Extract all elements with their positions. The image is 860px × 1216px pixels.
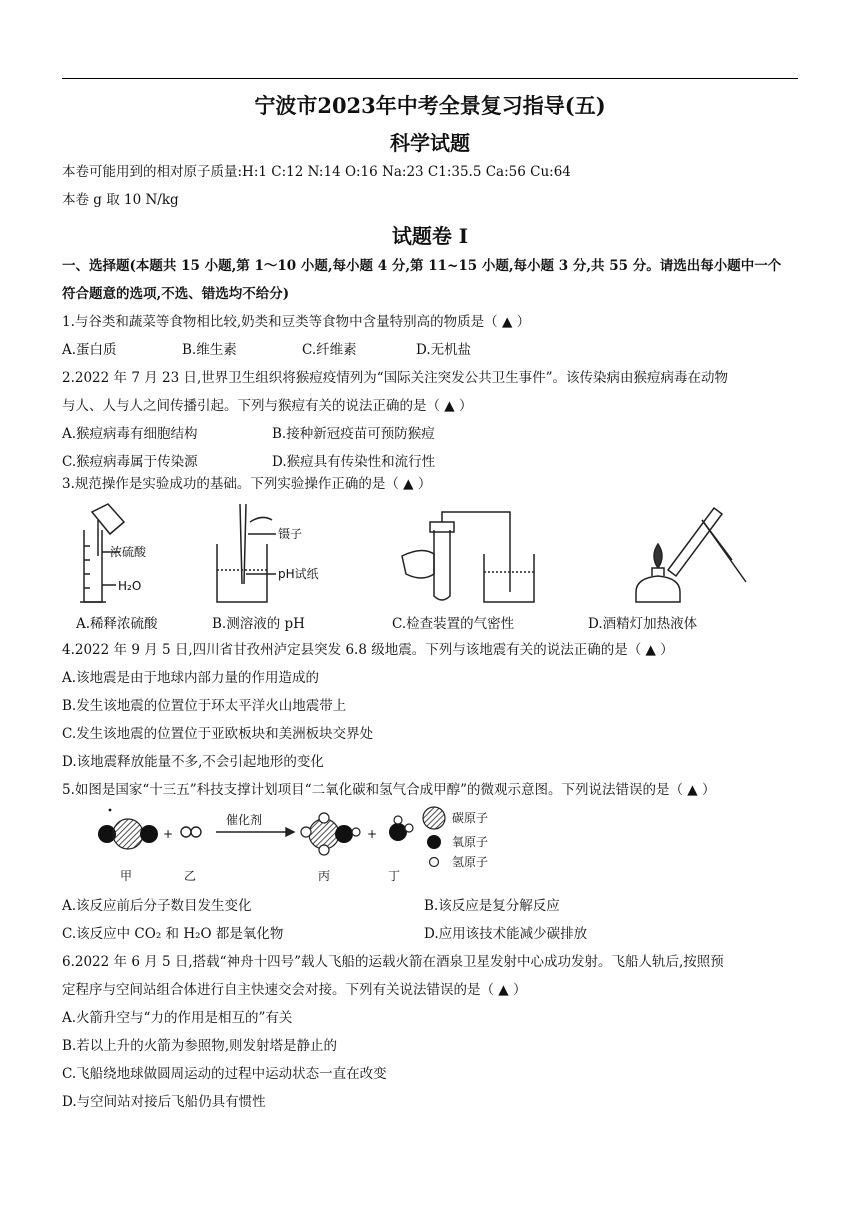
label-ph-paper: pH试纸 <box>278 567 319 581</box>
q4-option-c: C.发生该地震的位置位于亚欧板块和美洲板块交界处 <box>62 726 374 742</box>
legend-hydrogen-icon <box>430 858 439 867</box>
q6-option-d: D.与空间站对接后飞船仍具有惯性 <box>62 1094 266 1110</box>
q2-option-a: A.猴痘病毒有细胞结构 <box>62 426 198 442</box>
water-beaker-icon <box>484 554 534 602</box>
q2-option-d: D.猴痘具有传染性和流行性 <box>272 454 436 470</box>
atomic-masses: 本卷可能用到的相对原子质量:H:1 C:12 N:14 O:16 Na:23 C1:35.5 Ca:56 Cu:64 <box>62 164 571 180</box>
q3-option-a: A.稀释浓硫酸 <box>76 616 158 632</box>
label-yi: 乙 <box>184 869 197 883</box>
delivery-tube-icon <box>442 512 510 592</box>
q2-stem-line-1: 2.2022 年 7 月 23 日,世界卫生组织将猴痘疫情列为“国际关注突发公共卫生事件”。该传染病由猴痘病毒在动物 <box>62 370 729 386</box>
h2-molecule-icon <box>181 827 201 837</box>
q5-option-d: D.应用该技术能减少碳排放 <box>424 926 588 942</box>
exam-title: 宁波市2023年中考全景复习指导(五) <box>254 93 606 118</box>
legend-carbon-label: 碳原子 <box>452 811 489 825</box>
q1-option-c: C.纤维素 <box>302 342 357 358</box>
q6-option-c: C.飞船绕地球做圆周运动的过程中运动状态一直在改变 <box>62 1066 387 1082</box>
exam-subtitle: 科学试题 <box>390 131 470 155</box>
q5-option-c: C.该反应中 CO₂ 和 H₂O 都是氧化物 <box>62 926 284 942</box>
label-water: H₂O <box>118 579 142 593</box>
q5-figure <box>62 800 582 888</box>
co2-molecule-icon <box>98 809 158 849</box>
q3-option-d: D.酒精灯加热液体 <box>588 616 698 632</box>
legend-hydrogen-label: 氢原子 <box>452 855 489 869</box>
q6-stem-line-2: 定程序与空间站组合体进行自主快速交会对接。下列有关说法错误的是（ ▲ ） <box>62 982 527 998</box>
label-bing: 丙 <box>318 869 331 883</box>
q3-figure <box>62 500 798 610</box>
label-catalyst: 催化剂 <box>226 813 263 827</box>
instructions-line-1: 一、选择题(本题共 15 小题,第 1～10 小题,每小题 4 分,第 11~15 小题,每小题 3 分,共 55 分。请选出每小题中一个 <box>62 258 782 274</box>
graduated-cylinder-icon <box>80 530 106 602</box>
q5-option-a: A.该反应前后分子数目发生变化 <box>62 898 252 914</box>
q1-option-d: D.无机盐 <box>416 342 472 358</box>
methanol-molecule-icon <box>301 813 360 855</box>
top-rule <box>62 78 798 79</box>
g-value-note: 本卷 g 取 10 N/kg <box>62 192 179 208</box>
q1-option-a: A.蛋白质 <box>62 342 117 358</box>
test-tube-holder-icon <box>702 520 746 582</box>
q5-option-b: B.该反应是复分解反应 <box>424 898 560 914</box>
label-ding: 丁 <box>388 869 401 883</box>
q2-stem-line-2: 与人、人与人之间传播引起。下列与猴痘有关的说法正确的是（ ▲ ） <box>62 398 473 414</box>
hand-icon <box>402 550 434 578</box>
q2-option-c: C.猴痘病毒属于传染源 <box>62 454 198 470</box>
q6-option-a: A.火箭升空与“力的作用是相互的”有关 <box>62 1010 293 1026</box>
water-molecule-icon <box>389 816 413 841</box>
legend-oxygen-icon <box>427 835 441 849</box>
legend-oxygen-label: 氧原子 <box>452 835 489 849</box>
legend-carbon-icon <box>423 807 445 829</box>
q5-stem: 5.如图是国家“十三五”科技支撑计划项目“二氧化碳和氢气合成甲醇”的微观示意图。下列说法错误的是（ ▲ ） <box>62 782 716 798</box>
q3-option-b: B.测溶液的 pH <box>212 616 305 632</box>
plus-sign-1: + <box>163 827 174 841</box>
q6-option-b: B.若以上升的火箭为参照物,则发射塔是静止的 <box>62 1038 338 1054</box>
q1-stem: 1.与谷类和蔬菜等食物相比较,奶类和豆类等食物中含量特别高的物质是（ ▲ ） <box>62 314 531 330</box>
q3-stem: 3.规范操作是实验成功的基础。下列实验操作正确的是（ ▲ ） <box>62 476 432 492</box>
q4-stem: 4.2022 年 9 月 5 日,四川省甘孜州泸定县突发 6.8 级地震。下列与该地震有关的说法正确的是（ ▲ ） <box>62 642 674 658</box>
q4-option-a: A.该地震是由于地球内部力量的作用造成的 <box>62 670 320 686</box>
label-jia: 甲 <box>120 869 133 883</box>
q3-option-c: C.检查装置的气密性 <box>392 616 515 632</box>
instructions-line-2: 符合题意的选项,不选、错选均不给分) <box>62 286 290 302</box>
q1-option-b: B.维生素 <box>182 342 237 358</box>
label-tweezers: 镊子 <box>278 527 303 541</box>
tweezers-icon <box>240 504 246 584</box>
tilted-test-tube-icon <box>668 508 732 576</box>
q4-option-b: B.发生该地震的位置位于环太平洋火山地震带上 <box>62 698 347 714</box>
q2-option-b: B.接种新冠疫苗可预防猴痘 <box>272 426 435 442</box>
label-conc-acid: 浓硫酸 <box>110 545 147 559</box>
q4-option-d: D.该地震释放能量不多,不会引起地形的变化 <box>62 754 324 770</box>
plus-sign-2: + <box>367 827 378 841</box>
section-title: 试题卷 I <box>391 224 469 248</box>
alcohol-lamp-icon <box>636 544 680 602</box>
reaction-arrow-icon <box>216 828 294 836</box>
q6-stem-line-1: 6.2022 年 6 月 5 日,搭载“神舟十四号”载人飞船的运载火箭在酒泉卫星发射中心成功发射。飞船人轨后,按照预 <box>62 954 724 970</box>
